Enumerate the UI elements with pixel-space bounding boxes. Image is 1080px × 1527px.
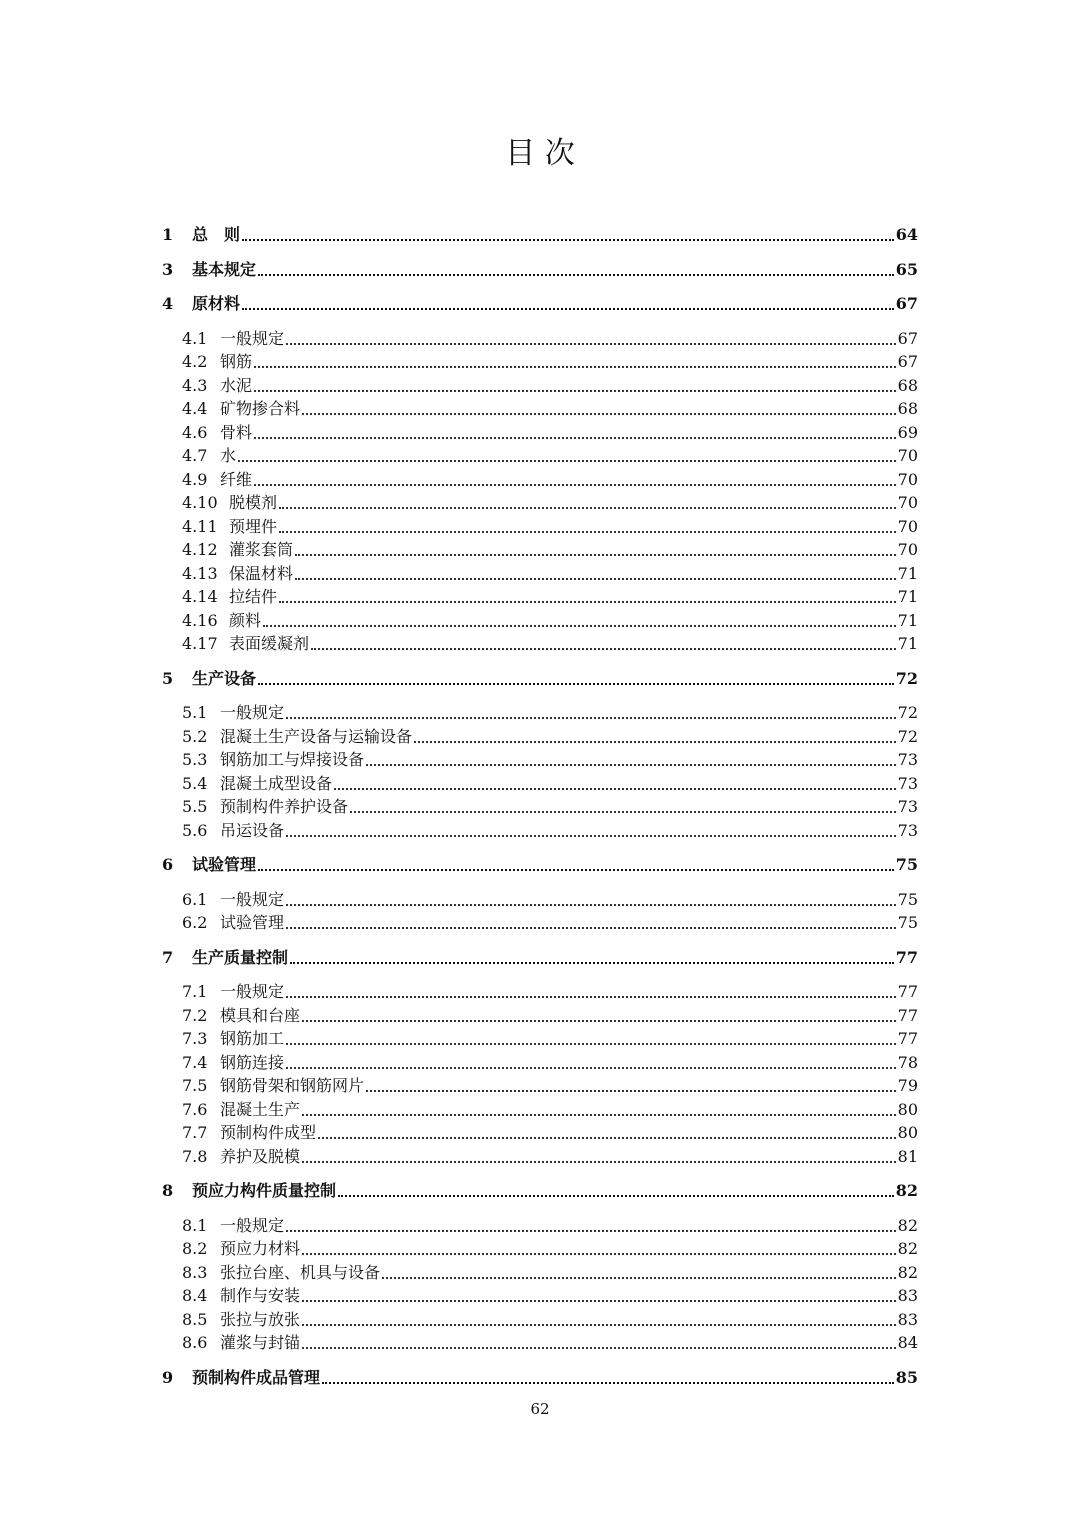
- toc-section-row[interactable]: [162, 607, 918, 631]
- toc-dot-leader: [242, 308, 894, 310]
- toc-chapter-row[interactable]: [162, 851, 918, 875]
- toc-entry-title: 预制构件养护设备: [220, 797, 349, 816]
- toc-section-row[interactable]: [162, 1212, 918, 1236]
- toc-dot-leader: [295, 578, 896, 580]
- toc-section-row[interactable]: [162, 1119, 918, 1143]
- toc-entry-page: 67: [897, 352, 918, 371]
- toc-entry-title: 灌浆与封锚: [220, 1333, 301, 1352]
- toc-dot-leader: [290, 962, 894, 964]
- toc-dot-leader: [302, 413, 896, 415]
- toc-dot-leader: [258, 274, 894, 276]
- toc-dot-leader: [286, 927, 896, 929]
- toc-entry-page: 78: [897, 1052, 918, 1072]
- toc-entry-title: 纤维: [220, 469, 253, 489]
- toc-section-row[interactable]: [162, 817, 918, 841]
- toc-entry-number: 4.1: [182, 328, 208, 348]
- toc-entry-number: 5: [162, 668, 174, 688]
- toc-entry-number: 4.16: [182, 610, 218, 630]
- toc-entry-number: 4.12: [182, 540, 218, 559]
- toc-entry-number: 8.3: [182, 1262, 208, 1282]
- toc-dot-leader: [286, 343, 896, 345]
- toc-entry-number: 6: [162, 855, 174, 874]
- toc-entry-title: 制作与安装: [220, 1286, 301, 1305]
- toc-section-row[interactable]: [162, 746, 918, 770]
- toc-entry-page: 82: [895, 1181, 918, 1200]
- toc-entry-title: 水: [220, 446, 237, 465]
- toc-entry-title: 一般规定: [220, 889, 285, 909]
- toc-dot-leader: [279, 531, 896, 533]
- toc-dot-leader: [295, 554, 896, 556]
- toc-entry-title: 颜料: [229, 610, 262, 630]
- toc-entry-number: 4.7: [182, 446, 208, 465]
- toc-entry-title: 试验管理: [220, 913, 285, 932]
- toc-entry-number: 4.3: [182, 375, 208, 395]
- toc-entry-number: 4.13: [182, 563, 218, 583]
- toc-entry-page: 75: [897, 913, 918, 932]
- toc-entry-title: 钢筋连接: [220, 1052, 285, 1072]
- toc-section-row[interactable]: [162, 536, 918, 560]
- toc-chapter-row[interactable]: [162, 290, 918, 314]
- toc-entry-page: 67: [895, 294, 918, 313]
- toc-entry-page: 71: [897, 610, 918, 630]
- toc-entry-page: 83: [897, 1309, 918, 1329]
- toc-entry-number: 8.2: [182, 1239, 208, 1258]
- toc-entry-page: 75: [897, 889, 918, 909]
- toc-dot-leader: [286, 717, 896, 719]
- toc-section-row[interactable]: [162, 886, 918, 910]
- toc-entry-title: 基本规定: [192, 259, 257, 279]
- toc-entry-title: 拉结件: [229, 587, 278, 606]
- toc-dot-leader: [366, 1090, 896, 1092]
- toc-section-row[interactable]: [162, 1002, 918, 1026]
- toc-entry-title: 总 则: [192, 225, 241, 244]
- toc-entry-page: 72: [897, 703, 918, 722]
- toc-section-row[interactable]: [162, 466, 918, 490]
- toc-entry-title: 试验管理: [192, 855, 257, 874]
- toc-entry-title: 水泥: [220, 375, 253, 395]
- toc-entry-title: 一般规定: [220, 982, 285, 1001]
- toc-entry-title: 养护及脱模: [220, 1146, 301, 1166]
- toc-entry-title: 一般规定: [220, 328, 285, 348]
- toc-section-row[interactable]: [162, 723, 918, 747]
- toc-entry-number: 7.7: [182, 1123, 208, 1142]
- toc-section-row[interactable]: [162, 1025, 918, 1049]
- toc-entry-page: 68: [897, 375, 918, 395]
- toc-dot-leader: [322, 1382, 894, 1384]
- toc-dot-leader: [302, 1020, 896, 1022]
- toc-entry-page: 65: [895, 259, 918, 279]
- toc-entry-page: 64: [895, 225, 918, 244]
- toc-entry-page: 73: [897, 773, 918, 793]
- toc-entry-page: 71: [897, 587, 918, 606]
- toc-dot-leader: [238, 460, 896, 462]
- toc-entry-number: 7.8: [182, 1146, 208, 1166]
- toc-entry-page: 77: [897, 1029, 918, 1048]
- toc-entry-page: 84: [897, 1333, 918, 1352]
- toc-entry-number: 7.5: [182, 1076, 208, 1095]
- toc-section-row[interactable]: [162, 395, 918, 419]
- toc-entry-page: 75: [895, 855, 918, 874]
- toc-entry-title: 生产质量控制: [192, 947, 289, 967]
- toc-entry-page: 79: [897, 1076, 918, 1095]
- toc-entry-title: 张拉台座、机具与设备: [220, 1262, 381, 1282]
- toc-entry-title: 一般规定: [220, 703, 285, 722]
- toc-section-row[interactable]: [162, 560, 918, 584]
- toc-entry-number: 8.6: [182, 1333, 208, 1352]
- toc-entry-title: 预应力构件质量控制: [192, 1181, 337, 1200]
- toc-dot-leader: [382, 1277, 896, 1279]
- toc-entry-title: 模具和台座: [220, 1005, 301, 1025]
- toc-entry-title: 脱模剂: [229, 493, 278, 512]
- toc-dot-leader: [286, 1067, 896, 1069]
- toc-entry-title: 矿物掺合料: [220, 399, 301, 418]
- toc-entry-title: 灌浆套筒: [229, 540, 294, 559]
- toc-entry-number: 7: [162, 947, 174, 967]
- toc-dot-leader: [302, 1300, 896, 1302]
- toc-entry-title: 一般规定: [220, 1215, 285, 1235]
- toc-entry-page: 80: [897, 1099, 918, 1119]
- toc-dot-leader: [286, 1230, 896, 1232]
- toc-entry-number: 7.3: [182, 1029, 208, 1048]
- toc-entry-number: 8.4: [182, 1286, 208, 1305]
- toc-dot-leader: [258, 869, 894, 871]
- toc-chapter-row[interactable]: [162, 665, 918, 689]
- toc-section-row[interactable]: [162, 630, 918, 654]
- toc-section-row[interactable]: [162, 1282, 918, 1306]
- toc-entry-page: 72: [895, 668, 918, 688]
- toc-entry-number: 5.4: [182, 773, 208, 793]
- toc-section-row[interactable]: [162, 1096, 918, 1120]
- toc-entry-page: 80: [897, 1123, 918, 1142]
- toc-dot-leader: [258, 683, 894, 685]
- toc-entry-page: 70: [897, 540, 918, 559]
- toc-dot-leader: [254, 437, 896, 439]
- toc-dot-leader: [286, 904, 896, 906]
- toc-entry-number: 6.1: [182, 889, 208, 909]
- toc-entry-page: 82: [897, 1215, 918, 1235]
- toc-entry-page: 73: [897, 750, 918, 769]
- toc-dot-leader: [279, 601, 896, 603]
- page-number: 62: [530, 1400, 550, 1418]
- toc-entry-page: 77: [897, 1005, 918, 1025]
- toc-section-row[interactable]: [162, 699, 918, 723]
- toc-section-row[interactable]: [162, 978, 918, 1002]
- toc-section-row[interactable]: [162, 419, 918, 443]
- toc-dot-leader: [350, 811, 896, 813]
- toc-entry-page: 70: [897, 516, 918, 536]
- toc-entry-page: 71: [897, 563, 918, 583]
- toc-section-row[interactable]: [162, 325, 918, 349]
- toc-entry-page: 70: [897, 469, 918, 489]
- toc-entry-title: 生产设备: [192, 668, 257, 688]
- toc-section-row[interactable]: [162, 372, 918, 396]
- toc-dot-leader: [302, 1114, 896, 1116]
- toc-section-row[interactable]: [162, 1143, 918, 1167]
- toc-entry-title: 混凝土生产: [220, 1099, 301, 1119]
- toc-section-row[interactable]: [162, 513, 918, 537]
- toc-dot-leader: [318, 1137, 896, 1139]
- toc-entry-number: 9: [162, 1367, 174, 1387]
- toc-entry-page: 73: [897, 797, 918, 816]
- toc-entry-number: 7.2: [182, 1005, 208, 1025]
- toc-dot-leader: [302, 1253, 896, 1255]
- toc-section-row[interactable]: [162, 583, 918, 607]
- toc-entry-number: 7.1: [182, 982, 208, 1001]
- toc-entry-title: 吊运设备: [220, 820, 285, 840]
- toc-entry-number: 4.9: [182, 469, 208, 489]
- toc-chapter-row[interactable]: [162, 256, 918, 280]
- toc-entry-number: 7.6: [182, 1099, 208, 1119]
- toc-dot-leader: [366, 764, 896, 766]
- toc-chapter-row[interactable]: [162, 1177, 918, 1201]
- toc-section-row[interactable]: [162, 909, 918, 933]
- toc-entry-number: 4.4: [182, 399, 208, 418]
- toc-entry-number: 7.4: [182, 1052, 208, 1072]
- toc-section-row[interactable]: [162, 770, 918, 794]
- toc-entry-title: 原材料: [192, 294, 241, 313]
- toc-entry-page: 77: [897, 982, 918, 1001]
- toc-dot-leader: [263, 625, 896, 627]
- toc-entry-page: 81: [897, 1146, 918, 1166]
- toc-entry-number: 8.5: [182, 1309, 208, 1329]
- toc-entry-number: 4.11: [182, 516, 218, 536]
- toc-section-row[interactable]: [162, 489, 918, 513]
- toc-entry-page: 70: [897, 493, 918, 512]
- toc-entry-number: 5.5: [182, 797, 208, 816]
- toc-section-row[interactable]: [162, 793, 918, 817]
- toc-entry-number: 4: [162, 294, 174, 313]
- toc-entry-number: 4.10: [182, 493, 218, 512]
- toc-entry-page: 68: [897, 399, 918, 418]
- toc-entry-page: 85: [895, 1367, 918, 1387]
- toc-dot-leader: [286, 996, 896, 998]
- toc-entry-page: 82: [897, 1262, 918, 1282]
- toc-entry-title: 保温材料: [229, 563, 294, 583]
- toc-entry-title: 混凝土生产设备与运输设备: [220, 726, 413, 746]
- toc-section-row[interactable]: [162, 1306, 918, 1330]
- toc-entry-number: 6.2: [182, 913, 208, 932]
- toc-entry-page: 77: [895, 947, 918, 967]
- toc-entry-number: 8.1: [182, 1215, 208, 1235]
- toc-entry-page: 70: [897, 446, 918, 465]
- toc-dot-leader: [414, 741, 896, 743]
- toc-dot-leader: [286, 835, 896, 837]
- toc-section-row[interactable]: [162, 442, 918, 466]
- toc-entry-page: 83: [897, 1286, 918, 1305]
- toc-dot-leader: [311, 648, 896, 650]
- toc-dot-leader: [254, 390, 896, 392]
- toc-dot-leader: [242, 239, 894, 241]
- toc-entry-page: 73: [897, 820, 918, 840]
- toc-entry-title: 预制构件成品管理: [192, 1367, 321, 1387]
- toc-section-row[interactable]: [162, 1072, 918, 1096]
- toc-dot-leader: [302, 1347, 896, 1349]
- toc-entry-title: 预制构件成型: [220, 1123, 317, 1142]
- toc-chapter-row[interactable]: [162, 944, 918, 968]
- toc-entry-title: 混凝土成型设备: [220, 773, 333, 793]
- toc-dot-leader: [286, 1043, 896, 1045]
- toc-chapter-row[interactable]: [162, 1364, 918, 1388]
- toc-entry-number: 4.2: [182, 352, 208, 371]
- toc-entry-number: 5.6: [182, 820, 208, 840]
- toc-entry-number: 3: [162, 259, 174, 279]
- toc-dot-leader: [254, 366, 896, 368]
- toc-entry-title: 骨料: [220, 422, 253, 442]
- toc-entry-number: 4.17: [182, 634, 218, 653]
- toc-entry-page: 82: [897, 1239, 918, 1258]
- toc-entry-page: 71: [897, 634, 918, 653]
- toc-section-row[interactable]: [162, 348, 918, 372]
- toc-section-row[interactable]: [162, 1259, 918, 1283]
- toc-dot-leader: [254, 484, 896, 486]
- toc-entry-title: 钢筋加工: [220, 1029, 285, 1048]
- toc-entry-title: 张拉与放张: [220, 1309, 301, 1329]
- toc-entry-number: 5.3: [182, 750, 208, 769]
- toc-section-row[interactable]: [162, 1235, 918, 1259]
- toc-dot-leader: [302, 1161, 896, 1163]
- toc-entry-title: 预应力材料: [220, 1239, 301, 1258]
- page-title: 目 次: [505, 136, 575, 171]
- toc-entry-number: 8: [162, 1181, 174, 1200]
- toc-entry-title: 表面缓凝剂: [229, 634, 310, 653]
- toc-entry-number: 1: [162, 225, 174, 244]
- toc-entry-page: 67: [897, 328, 918, 348]
- toc-entry-page: 69: [897, 422, 918, 442]
- toc-dot-leader: [338, 1195, 894, 1197]
- toc-entry-title: 预埋件: [229, 516, 278, 536]
- toc-entry-page: 72: [897, 726, 918, 746]
- toc-entry-title: 钢筋骨架和钢筋网片: [220, 1076, 365, 1095]
- toc-dot-leader: [279, 507, 896, 509]
- toc-entry-title: 钢筋: [220, 352, 253, 371]
- toc-section-row[interactable]: [162, 1329, 918, 1353]
- toc-entry-number: 5.2: [182, 726, 208, 746]
- toc-section-row[interactable]: [162, 1049, 918, 1073]
- toc-entry-number: 5.1: [182, 703, 208, 722]
- toc-dot-leader: [302, 1324, 896, 1326]
- toc-entry-title: 钢筋加工与焊接设备: [220, 750, 365, 769]
- toc-entry-number: 4.14: [182, 587, 218, 606]
- toc-entry-number: 4.6: [182, 422, 208, 442]
- toc-chapter-row[interactable]: [162, 221, 918, 245]
- toc-dot-leader: [334, 788, 896, 790]
